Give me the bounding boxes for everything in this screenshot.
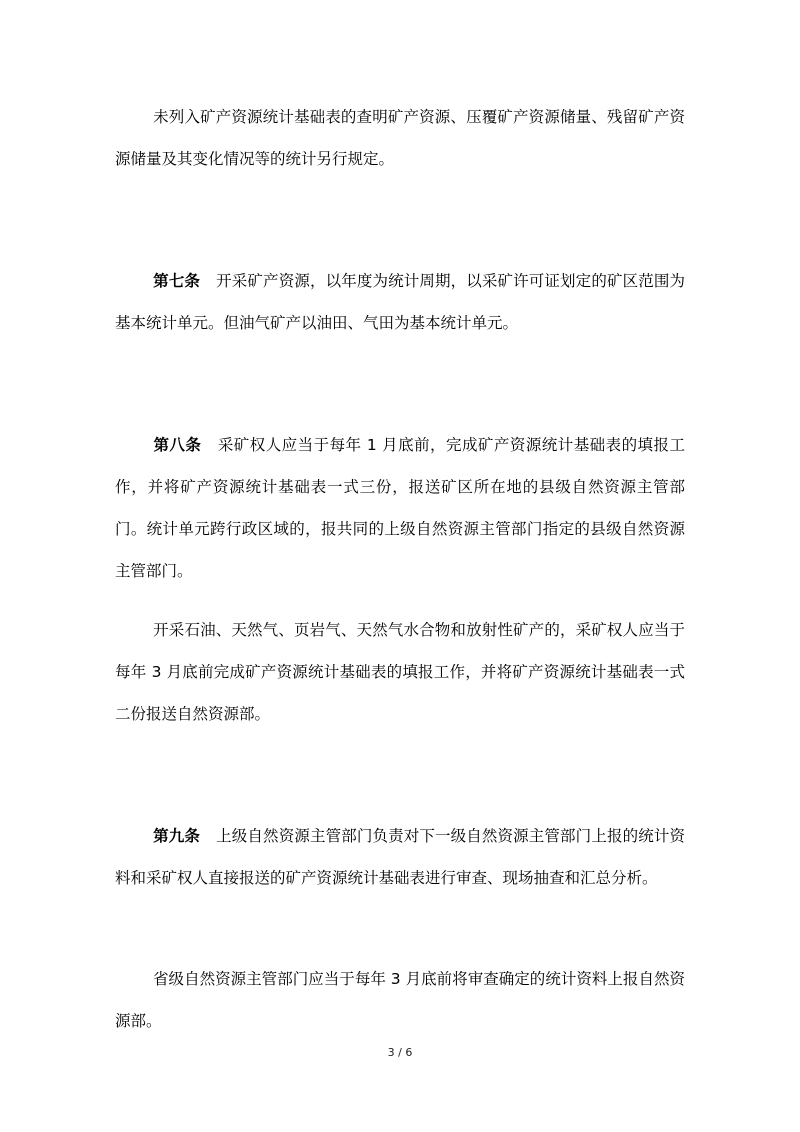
- paragraph-text: 上级自然资源主管部门负责对下一级自然资源主管部门上报的统计资料和采矿权人直接报送的矿产资源统计基础表进行审查、现场抽查和汇总分析。: [115, 827, 685, 887]
- paragraph-article-9: [115, 815, 685, 899]
- paragraph-text: 开采石油、天然气、页岩气、天然气水合物和放射性矿产的，采矿权人应当于每年 3 月底前完成矿产资源统计基础表的填报工作，并将矿产资源统计基础表一式二份报送自然资源部。: [115, 621, 685, 723]
- paragraph-text: 采矿权人应当于每年 1 月底前，完成矿产资源统计基础表的填报工作，并将矿产资源统计基础表一式三份，报送矿区所在地的县级自然资源主管部门。统计单元跨行政区域的，报共同的上级自然资源主管部门指定的县级自然资源主管部门。: [115, 436, 685, 580]
- article-number: 第九条: [153, 827, 201, 845]
- article-number: 第七条: [153, 272, 201, 290]
- paragraph-text: 省级自然资源主管部门应当于每年 3 月底前将审查确定的统计资料上报自然资源部。: [115, 970, 685, 1030]
- paragraph-provincial-reporting: [115, 958, 685, 1042]
- paragraph-oil-gas-reporting: [115, 609, 685, 735]
- paragraph-article-8: [115, 424, 685, 592]
- paragraph-article-7: [115, 260, 685, 344]
- paragraph-unlisted-resources: [115, 96, 685, 180]
- paragraph-text: 未列入矿产资源统计基础表的查明矿产资源、压覆矿产资源储量、残留矿产资源储量及其变化情况等的统计另行规定。: [115, 108, 685, 168]
- paragraph-text: 开采矿产资源，以年度为统计周期，以采矿许可证划定的矿区范围为基本统计单元。但油气矿产以油田、气田为基本统计单元。: [115, 272, 685, 332]
- page-number: 3 / 6: [387, 1046, 413, 1059]
- article-number: 第八条: [153, 436, 202, 454]
